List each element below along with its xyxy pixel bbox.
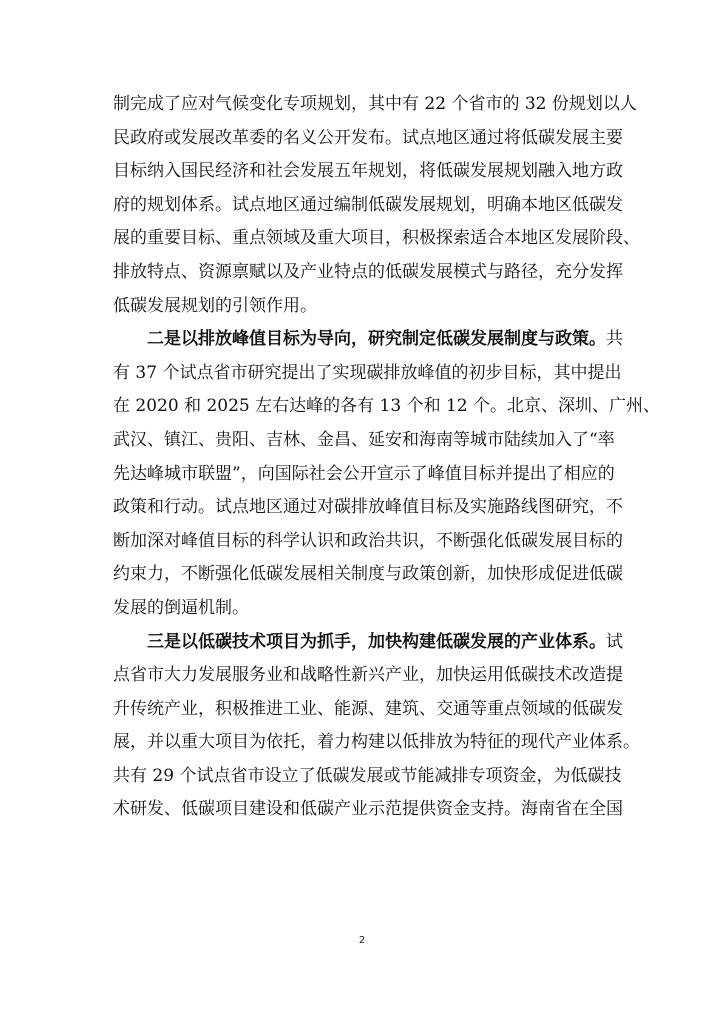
paragraph-2-line-9: 发展的倒逼机制。 [113, 597, 249, 618]
paragraph-1-line-4: 府的规划体系。试点地区通过编制低碳发展规划，明确本地区低碳发 [113, 194, 623, 215]
paragraph-1-line-5: 展的重要目标、重点领域及重大项目，积极探索适合本地区发展阶段、 [113, 228, 640, 249]
paragraph-3-line-2: 点省市大力发展服务业和战略性新兴产业，加快运用低碳技术改造提 [113, 665, 623, 686]
paragraph-3-first-line-rest: 试 [606, 631, 623, 652]
paragraph-1-line-7: 低碳发展规划的引领作用。 [113, 295, 317, 316]
paragraph-3-line-5: 共有 29 个试点省市设立了低碳发展或节能减排专项资金，为低碳技 [113, 765, 622, 786]
paragraph-2-line-8: 约束力，不断强化低碳发展相关制度与政策创新，加快形成促进低碳 [113, 564, 623, 585]
paragraph-2-line-5: 先达峰城市联盟”，向国际社会公开宣示了峰值目标并提出了相应的 [113, 463, 615, 484]
paragraph-1-line-1: 制完成了应对气候变化专项规划，其中有 22 个省市的 32 份规划以人 [113, 94, 637, 114]
paragraph-2-line-7: 断加深对峰值目标的科学认识和政治共识，不断强化低碳发展目标的 [113, 530, 623, 551]
paragraph-1-line-2: 民政府或发展改革委的名义公开发布。试点地区通过将低碳发展主要 [113, 127, 623, 148]
paragraph-1-line-6: 排放特点、资源禀赋以及产业特点的低碳发展模式与路径，充分发挥 [113, 261, 623, 282]
paragraph-2-line-3: 在 2020 和 2025 左右达峰的各有 13 个和 12 个。北京、深圳、广州、 [113, 396, 661, 417]
paragraph-1-line-3: 目标纳入国民经济和社会发展五年规划，将低碳发展规划融入地方政 [113, 161, 623, 182]
paragraph-2-first-line [113, 323, 623, 357]
page-number: 2 [358, 935, 366, 946]
paragraph-3-line-6: 术研发、低碳项目建设和低碳产业示范提供资金支持。海南省在全国 [113, 799, 623, 820]
paragraph-2-line-2: 有 37 个试点省市研究提出了实现碳排放峰值的初步目标，其中提出 [113, 362, 622, 383]
paragraph-2-line-4: 武汉、镇江、贵阳、吉林、金昌、延安和海南等城市陆续加入了“率 [113, 429, 615, 450]
paragraph-2-heading: 二是以排放峰值目标为导向，研究制定低碳发展制度与政策。 [147, 329, 606, 350]
paragraph-2-line-6: 政策和行动。试点地区通过对碳排放峰值目标及实施路线图研究，不 [113, 497, 623, 518]
paragraph-3-line-3: 升传统产业，积极推进工业、能源、建筑、交通等重点领域的低碳发 [113, 698, 623, 719]
body-text [113, 88, 661, 827]
paragraph-3-first-line [113, 626, 623, 660]
paragraph-2-first-line-rest: 共 [606, 329, 623, 350]
paragraph-3-heading: 三是以低碳技术项目为抓手，加快构建低碳发展的产业体系。 [147, 631, 606, 652]
paragraph-3-line-4: 展，并以重大项目为依托，着力构建以低排放为特征的现代产业体系。 [113, 732, 640, 753]
